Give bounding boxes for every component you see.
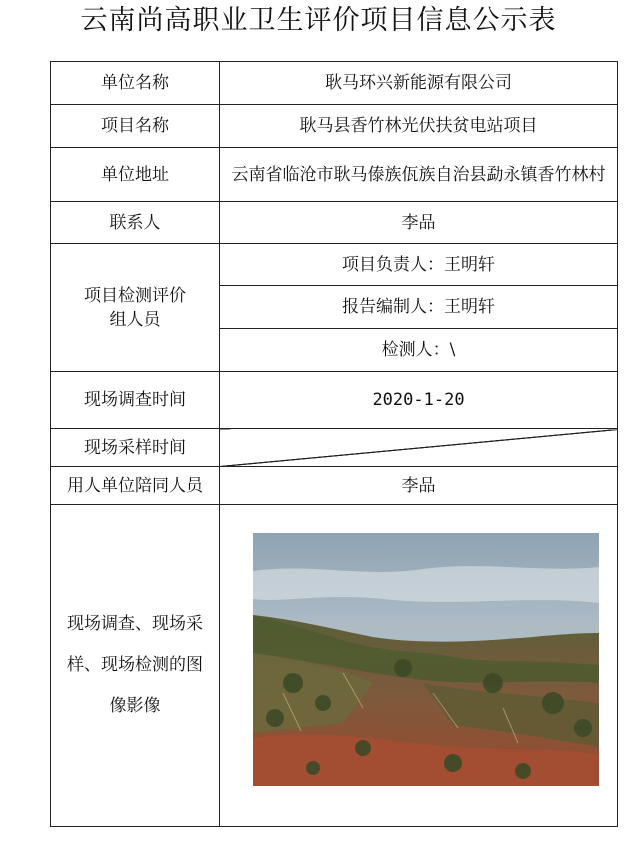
info-table: [50, 61, 618, 827]
table-row: [51, 505, 618, 827]
table-row: [51, 62, 618, 105]
table-row: [51, 429, 618, 467]
table-row: [51, 202, 618, 244]
contact-label: 联系人: [51, 202, 220, 244]
unit-name-label: 单位名称: [51, 62, 220, 105]
survey-time-label: 现场调查时间: [51, 372, 220, 429]
site-photo-cell: [220, 505, 618, 827]
images-label-line: 样、现场检测的图: [67, 655, 203, 675]
images-label: [51, 505, 220, 827]
images-label-line: 现场调查、现场采: [67, 614, 203, 634]
team-label-line: 组人员: [109, 309, 161, 330]
table-row: [51, 105, 618, 148]
team-label-line: 项目检测评价: [84, 285, 186, 306]
unit-name-value: 耿马环兴新能源有限公司: [220, 62, 618, 105]
sampling-time-value: [220, 429, 618, 467]
page-title: 云南尚高职业卫生评价项目信息公示表: [80, 5, 557, 36]
escort-label: 用人单位陪同人员: [51, 467, 220, 505]
landscape-image: [253, 533, 599, 786]
report-author: 报告编制人：王明轩: [220, 286, 618, 329]
team-label: [51, 244, 220, 372]
inspector: 检测人：\: [220, 329, 618, 372]
unit-address-value: 云南省临沧市耿马傣族佤族自治县勐永镇香竹林村: [220, 148, 618, 202]
table-row: [51, 148, 618, 202]
table-row: [51, 467, 618, 505]
contact-value: 李品: [220, 202, 618, 244]
project-name-label: 项目名称: [51, 105, 220, 148]
project-leader: 项目负责人：王明轩: [220, 244, 618, 286]
table-row: [51, 372, 618, 429]
images-label-line: 像影像: [109, 696, 161, 716]
unit-address-label: 单位地址: [51, 148, 220, 202]
sampling-time-label: 现场采样时间: [51, 429, 220, 467]
escort-value: 李品: [220, 467, 618, 505]
site-photo: [253, 533, 599, 786]
table-row: [51, 244, 618, 286]
project-name-value: 耿马县香竹林光伏扶贫电站项目: [220, 105, 618, 148]
survey-time-value: 2020-1-20: [220, 372, 618, 429]
